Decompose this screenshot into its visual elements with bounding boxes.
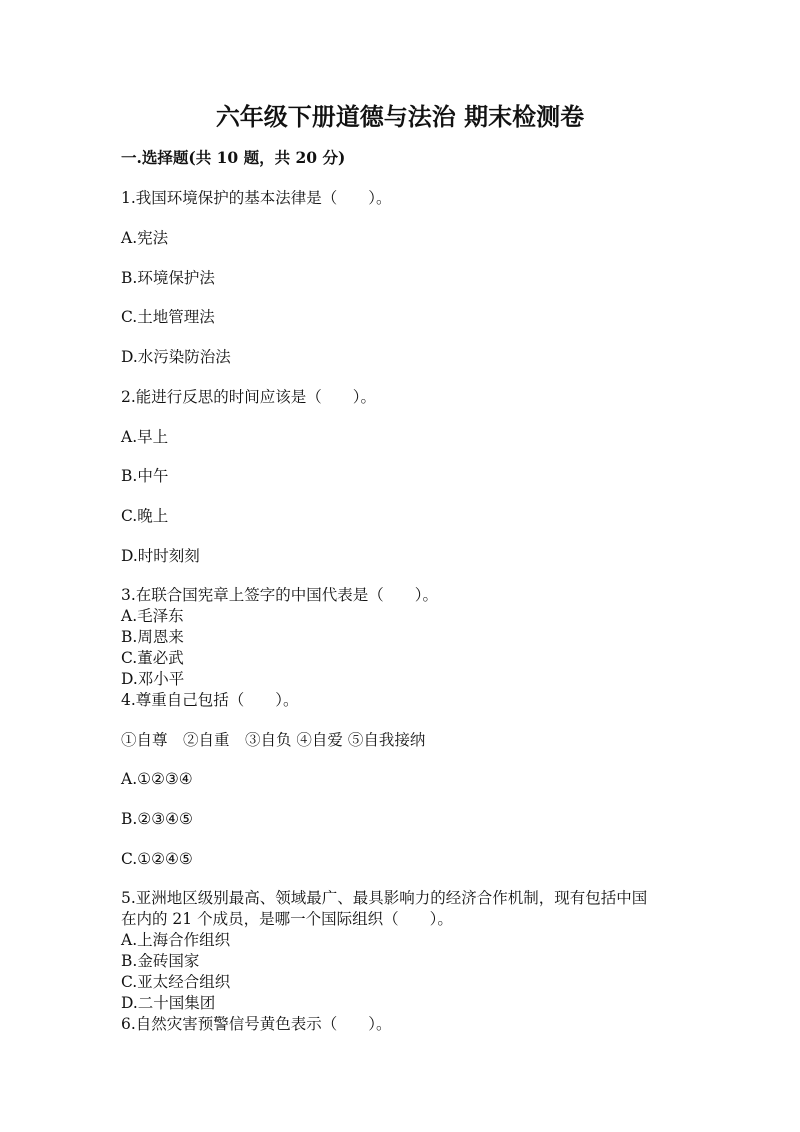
q3-option-a: A.毛泽东	[121, 607, 184, 625]
q1-option-c: C.土地管理法	[121, 308, 215, 326]
q4-stem: 4.尊重自己包括（ ）。	[121, 691, 299, 709]
q2-option-b: B.中午	[121, 467, 169, 485]
page-title: 六年级下册道德与法治 期末检测卷	[215, 102, 585, 131]
q2-option-d: D.时时刻刻	[121, 547, 200, 565]
q5-option-b: B.金砖国家	[121, 952, 200, 970]
q6-stem: 6.自然灾害预警信号黄色表示（ ）。	[121, 1015, 392, 1033]
q5-stem-line-1: 5.亚洲地区级别最高、领域最广、最具影响力的经济合作机制，现有包括中国	[121, 889, 648, 907]
q3-option-c: C.董必武	[121, 649, 184, 667]
q1-option-b: B.环境保护法	[121, 269, 215, 287]
q1-option-a: A.宪法	[121, 229, 169, 247]
q3-option-b: B.周恩来	[121, 628, 184, 646]
q4-items: ①自尊 ②自重 ③自负 ④自爱 ⑤自我接纳	[121, 731, 426, 749]
q1-option-d: D.水污染防治法	[121, 348, 231, 366]
q5-option-d: D.二十国集团	[121, 994, 216, 1012]
q5-option-c: C.亚太经合组织	[121, 973, 231, 991]
q2-option-a: A.早上	[121, 428, 169, 446]
section-heading: 一.选择题(共 10 题，共 20 分)	[121, 148, 346, 167]
q1-stem: 1.我国环境保护的基本法律是（ ）。	[121, 189, 392, 207]
q4-option-b: B.②③④⑤	[121, 810, 193, 828]
q5-option-a: A.上海合作组织	[121, 931, 231, 949]
q4-option-c: C.①②④⑤	[121, 850, 193, 868]
q3-option-d: D.邓小平	[121, 670, 185, 688]
q5-stem-line-2: 在内的 21 个成员，是哪一个国际组织（ ）。	[121, 910, 453, 928]
q2-option-c: C.晚上	[121, 507, 169, 525]
q2-stem: 2.能进行反思的时间应该是（ ）。	[121, 388, 377, 406]
q3-stem: 3.在联合国宪章上签字的中国代表是（ ）。	[121, 586, 439, 604]
q4-option-a: A.①②③④	[121, 770, 193, 788]
